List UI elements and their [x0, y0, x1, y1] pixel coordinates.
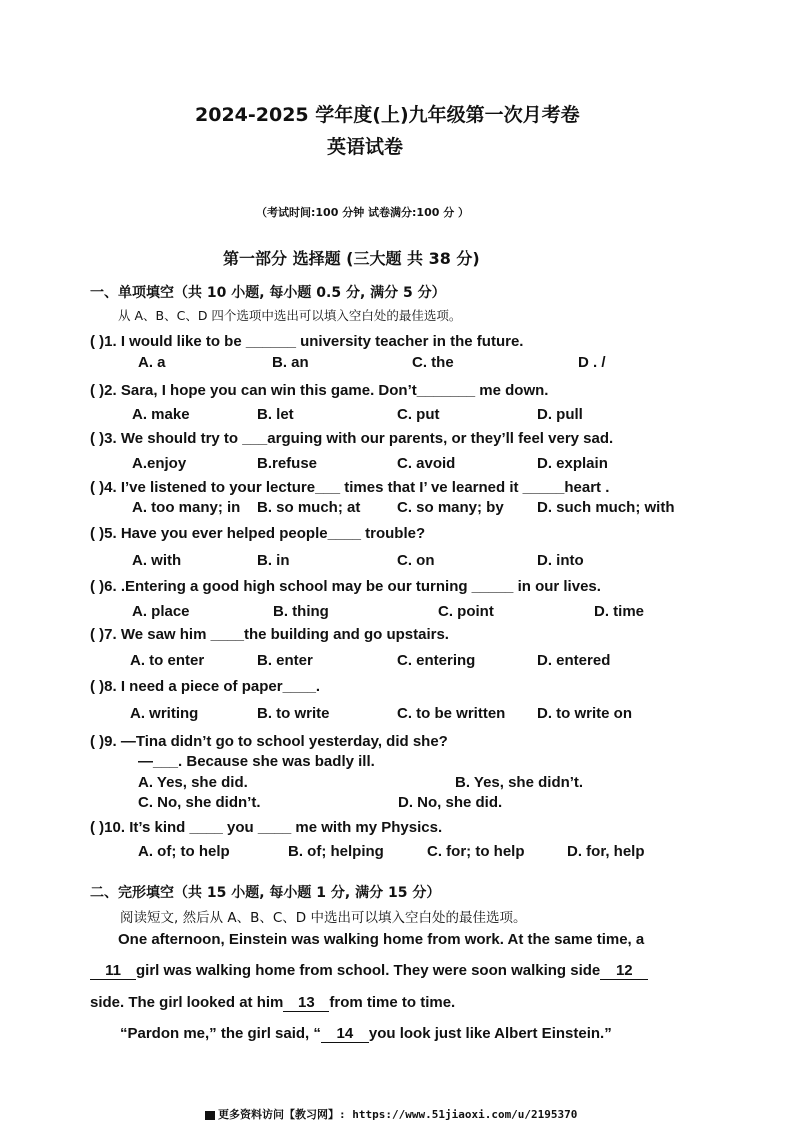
question-10 [90, 819, 442, 836]
question-stem: 1. I would like to be ______ university teacher in the future. [104, 333, 524, 350]
answer-paren[interactable]: ( ) [90, 819, 105, 836]
option-a: A. too many; in [132, 499, 241, 516]
answer-paren[interactable]: ( ) [90, 430, 105, 447]
footer-text: 更多资料访问【教习网】: https://www.51jiaoxi.com/u/2195370 [218, 1108, 578, 1121]
answer-paren[interactable]: ( ) [90, 382, 105, 399]
question-9 [90, 733, 448, 750]
question-3 [90, 430, 613, 447]
passage-line-1: One afternoon, Einstein was walking home from work. At the same time, a [118, 931, 645, 948]
answer-paren[interactable]: ( ) [90, 525, 105, 542]
option-d: D. No, she did. [398, 794, 503, 811]
option-d: D. such much; with [537, 499, 675, 516]
option-d: D . / [578, 354, 606, 371]
question-stem: 6. .Entering a good high school may be our turning _____ in our lives. [104, 578, 601, 595]
exam-title: 2024-2025 学年度(上)九年级第一次月考卷 [195, 104, 580, 126]
option-b: B. so much; at [257, 499, 361, 516]
option-c: C. entering [397, 652, 476, 669]
exam-subtitle: 英语试卷 [327, 136, 404, 158]
option-c: C. so many; by [397, 499, 504, 516]
section1-instruction: 从 A、B、C、D 四个选项中选出可以填入空白处的最佳选项。 [118, 308, 462, 323]
answer-paren[interactable]: ( ) [90, 733, 105, 750]
option-c: C. put [397, 406, 440, 423]
question-stem: 5. Have you ever helped people____ trouble? [104, 525, 426, 542]
passage-line-3: side. The girl looked at him 13 from time to time. [90, 994, 456, 1011]
option-b: B. Yes, she didn’t. [455, 774, 584, 791]
option-c: C. point [438, 603, 494, 620]
answer-paren[interactable]: ( ) [90, 479, 105, 496]
option-a: A. a [138, 354, 166, 371]
answer-paren[interactable]: ( ) [90, 333, 105, 350]
blank-13[interactable]: 13 [283, 994, 329, 1012]
option-d: D. pull [537, 406, 583, 423]
part1-title: 第一部分 选择题 (三大题 共 38 分) [223, 249, 480, 268]
question-1 [90, 333, 523, 350]
blank-11[interactable]: 11 [90, 962, 136, 980]
exam-info: （考试时间:100 分钟 试卷满分:100 分 ） [256, 206, 470, 219]
option-a: A. make [132, 406, 190, 423]
option-d: D. into [537, 552, 584, 569]
option-a: A. of; to help [138, 843, 230, 860]
option-d: D. to write on [537, 705, 632, 722]
option-d: D. time [594, 603, 645, 620]
option-a: A. with [132, 552, 182, 569]
question-stem: 2. Sara, I hope you can win this game. Don’t_______ me down. [104, 382, 549, 399]
question-stem: 4. I’ve listened to your lecture___ times that I’ ve learned it _____heart . [104, 479, 610, 496]
section1-title: 一、单项填空（共 10 小题, 每小题 0.5 分, 满分 5 分） [90, 285, 446, 301]
question-stem: 7. We saw him ____the building and go upstairs. [104, 626, 449, 643]
question-8 [90, 678, 320, 695]
question-2 [90, 382, 548, 399]
option-c: C. the [412, 354, 454, 371]
option-c: C. avoid [397, 455, 456, 472]
question-9-reply: —___. Because she was badly ill. [138, 753, 375, 770]
section2-instruction: 阅读短文, 然后从 A、B、C、D 中选出可以填入空白处的最佳选项。 [120, 910, 527, 926]
section2-title: 二、完形填空（共 15 小题, 每小题 1 分, 满分 15 分） [90, 885, 441, 901]
option-c: C. on [397, 552, 435, 569]
blank-14[interactable]: 14 [321, 1025, 369, 1043]
question-7 [90, 626, 449, 643]
option-a: A. writing [130, 705, 199, 722]
answer-paren[interactable]: ( ) [90, 678, 105, 695]
option-c: C. to be written [397, 705, 506, 722]
option-b: B. an [272, 354, 309, 371]
flag-icon [205, 1111, 215, 1120]
answer-paren[interactable]: ( ) [90, 626, 105, 643]
option-c: C. for; to help [427, 843, 525, 860]
option-a: A.enjoy [132, 455, 187, 472]
option-c: C. No, she didn’t. [138, 794, 261, 811]
passage-line-4: “Pardon me,” the girl said, “ 14 you look just like Albert Einstein.” [120, 1025, 612, 1042]
passage-line-2: 11 girl was walking home from school. They were soon walking side 12 [90, 962, 648, 980]
option-a: A. to enter [130, 652, 205, 669]
option-b: B. enter [257, 652, 313, 669]
option-b: B. of; helping [288, 843, 384, 860]
answer-paren[interactable]: ( ) [90, 578, 105, 595]
blank-12[interactable]: 12 [600, 962, 648, 980]
option-d: D. explain [537, 455, 608, 472]
option-b: B. in [257, 552, 290, 569]
option-a: A. place [132, 603, 190, 620]
option-d: D. entered [537, 652, 611, 669]
option-b: B. let [257, 406, 294, 423]
question-5 [90, 525, 425, 542]
option-b: B. to write [257, 705, 330, 722]
question-stem: 8. I need a piece of paper____. [104, 678, 321, 695]
question-stem: 10. It’s kind ____ you ____ me with my Physics. [104, 819, 443, 836]
option-a: A. Yes, she did. [138, 774, 248, 791]
option-b: B. thing [273, 603, 329, 620]
footer-link[interactable] [205, 1106, 577, 1122]
question-4 [90, 479, 609, 496]
option-d: D. for, help [567, 843, 645, 860]
option-b: B.refuse [257, 455, 318, 472]
question-stem: 9. —Tina didn’t go to school yesterday, did she? [104, 733, 448, 750]
question-6 [90, 578, 601, 595]
question-stem: 3. We should try to ___arguing with our parents, or they’ll feel very sad. [104, 430, 614, 447]
